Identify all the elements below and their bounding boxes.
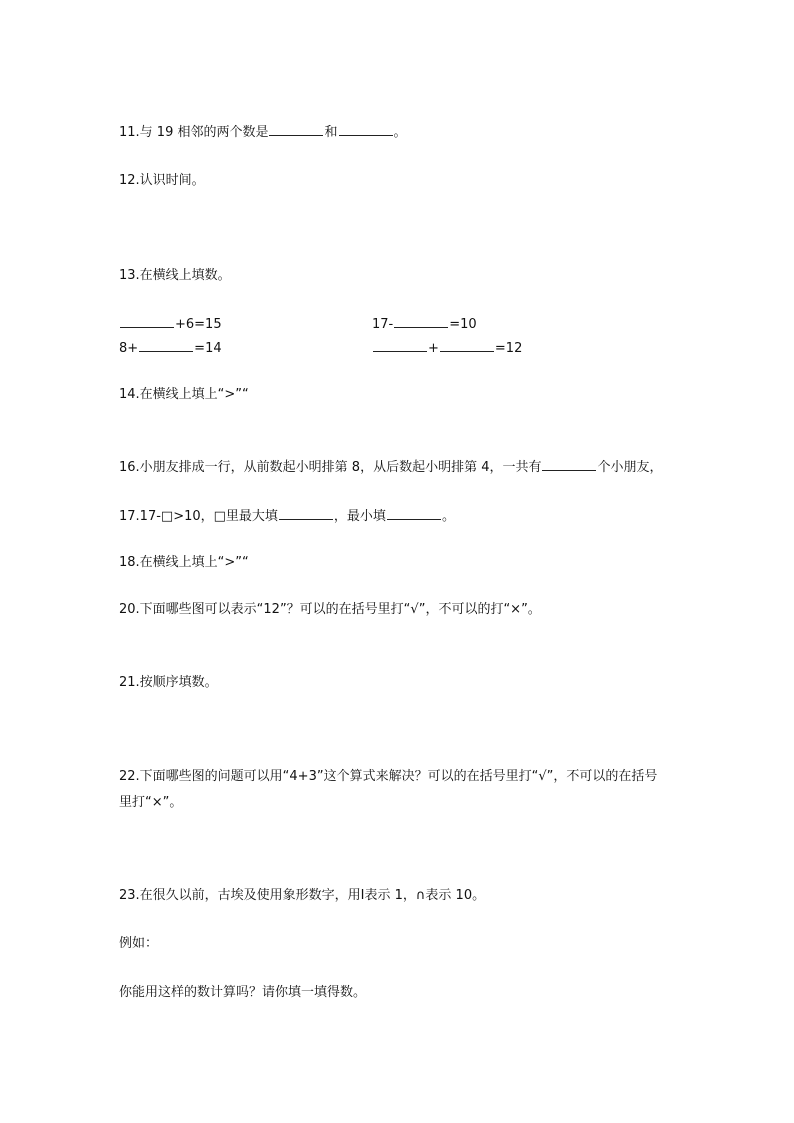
- answer-blank[interactable]: [279, 507, 333, 520]
- question-13-title: 13.在横线上填数。: [119, 268, 231, 283]
- equation: 17- =10: [372, 317, 477, 332]
- answer-blank[interactable]: [373, 339, 427, 352]
- question-23: 23.在很久以前，古埃及使用象形数字，用Ⅰ表示 1，∩表示 10。: [119, 888, 486, 903]
- answer-blank[interactable]: [139, 339, 193, 352]
- example-label: 例如：: [119, 936, 159, 951]
- answer-blank[interactable]: [440, 339, 494, 352]
- question-14: 14.在横线上填上“>”“: [119, 387, 249, 402]
- question-16: 16.小朋友排成一行，从前数起小明排第 8，从后数起小明排第 4，一共有 个小朋友，: [119, 460, 663, 475]
- question-21: 21.按顺序填数。: [119, 675, 218, 690]
- question-13-row-2: 8+ =14 + =12: [119, 341, 523, 356]
- question-12: 12.认识时间。: [119, 173, 205, 188]
- question-18: 18.在横线上填上“>”“: [119, 555, 249, 570]
- question-22-line-2: 里打“×”。: [119, 795, 183, 810]
- question-20: 20.下面哪些图可以表示“12”？可以的在括号里打“√”，不可以的打“×”。: [119, 602, 541, 617]
- answer-blank[interactable]: [387, 507, 441, 520]
- question-22-line-1: 22.下面哪些图的问题可以用“4+3”这个算式来解决？可以的在括号里打“√”，不可以的在括号: [119, 769, 658, 784]
- question-13-row-1: +6=15 17- =10: [119, 315, 222, 334]
- answer-blank[interactable]: [269, 123, 323, 136]
- answer-blank[interactable]: [339, 123, 393, 136]
- question-11: 11.与 19 相邻的两个数是 和 。: [119, 125, 407, 140]
- answer-blank[interactable]: [542, 458, 596, 471]
- calculation-prompt: 你能用这样的数计算吗？请你填一填得数。: [119, 985, 367, 1000]
- equation: + =12: [372, 339, 522, 358]
- answer-blank[interactable]: [394, 315, 448, 328]
- question-17: 17.17-□>10，□里最大填 ，最小填 。: [119, 509, 455, 524]
- answer-blank[interactable]: [120, 315, 174, 328]
